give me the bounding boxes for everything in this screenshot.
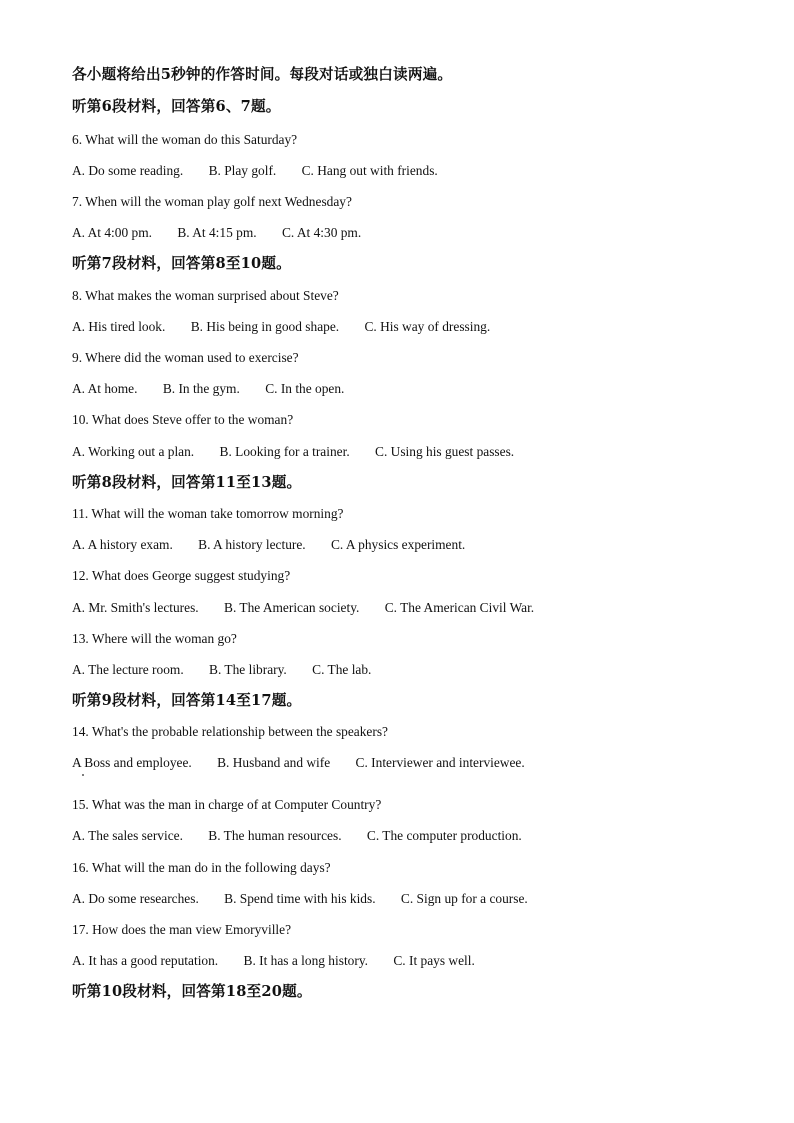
option-a: A. The lecture room. xyxy=(72,662,184,677)
option-c: C. The computer production. xyxy=(366,828,522,843)
question-text: 11. What will the woman take tomorrow morning? xyxy=(72,506,344,521)
question-text: 13. Where will the woman go? xyxy=(72,631,237,646)
option-b: B. In the gym. xyxy=(162,381,240,396)
option-b: B. His being in good shape. xyxy=(190,319,340,334)
answer-options xyxy=(72,952,475,970)
option-a: A. At 4:00 pm. xyxy=(72,225,152,240)
question-text: 14. What's the probable relationship between the speakers? xyxy=(72,724,388,739)
answer-options xyxy=(72,827,522,845)
question-text: 9. Where did the woman used to exercise? xyxy=(72,350,299,365)
question-text: 15. What was the man in charge of at Computer Country? xyxy=(72,797,382,812)
option-a: A. Mr. Smith's lectures. xyxy=(72,600,199,615)
question-text: 7. When will the woman play golf next Wednesday? xyxy=(72,194,352,209)
option-c: C. The lab. xyxy=(312,662,372,677)
option-a: A Boss and employee. xyxy=(72,755,192,770)
option-b: B. Spend time with his kids. xyxy=(224,891,376,906)
option-c: C. A physics experiment. xyxy=(331,537,466,552)
question-text: 10. What does Steve offer to the woman? xyxy=(72,412,294,427)
option-c: C. Interviewer and interviewee. xyxy=(355,755,525,770)
answer-options xyxy=(72,754,525,772)
question-text: 8. What makes the woman surprised about Steve? xyxy=(72,288,339,303)
section-heading: 听第9段材料，回答第14至17题。 xyxy=(72,692,302,709)
option-c: C. His way of dressing. xyxy=(364,319,491,334)
option-b: B. The human resources. xyxy=(208,828,342,843)
answer-options xyxy=(72,162,438,180)
option-a: A. Working out a plan. xyxy=(72,444,195,459)
option-a: A. A history exam. xyxy=(72,537,173,552)
option-b: B. Husband and wife xyxy=(217,755,331,770)
option-c: C. At 4:30 pm. xyxy=(281,225,362,240)
option-c: C. Sign up for a course. xyxy=(400,891,528,906)
answer-options xyxy=(72,224,361,242)
option-a: A. At home. xyxy=(72,381,138,396)
option-a: A. His tired look. xyxy=(72,319,166,334)
option-b: B. The American society. xyxy=(224,600,360,615)
answer-options xyxy=(72,318,490,336)
section-heading: 听第10段材料，回答第18至20题。 xyxy=(72,983,312,1000)
stray-mark xyxy=(82,774,84,776)
question-text: 6. What will the woman do this Saturday? xyxy=(72,132,298,147)
option-b: B. It has a long history. xyxy=(243,953,368,968)
option-b: B. A history lecture. xyxy=(198,537,306,552)
instruction-line: 各小题将给出5秒钟的作答时间。每段对话或独白读两遍。 xyxy=(72,66,453,83)
answer-options xyxy=(72,380,344,398)
question-text: 12. What does George suggest studying? xyxy=(72,568,291,583)
option-c: C. Hang out with friends. xyxy=(301,163,438,178)
option-b: B. Looking for a trainer. xyxy=(219,444,350,459)
option-c: C. The American Civil War. xyxy=(384,600,535,615)
option-b: B. Play golf. xyxy=(208,163,277,178)
answer-options xyxy=(72,890,528,908)
question-text: 16. What will the man do in the following days? xyxy=(72,860,331,875)
section-heading: 听第7段材料，回答第8至10题。 xyxy=(72,255,291,272)
option-c: C. In the open. xyxy=(265,381,345,396)
question-text: 17. How does the man view Emoryville? xyxy=(72,922,292,937)
section-heading: 听第8段材料，回答第11至13题。 xyxy=(72,474,302,491)
answer-options xyxy=(72,599,534,617)
answer-options xyxy=(72,661,371,679)
option-a: A. It has a good reputation. xyxy=(72,953,219,968)
option-a: A. Do some reading. xyxy=(72,163,184,178)
option-b: B. At 4:15 pm. xyxy=(177,225,257,240)
option-c: C. It pays well. xyxy=(393,953,475,968)
option-b: B. The library. xyxy=(209,662,287,677)
option-c: C. Using his guest passes. xyxy=(375,444,515,459)
option-a: A. The sales service. xyxy=(72,828,183,843)
option-a: A. Do some researches. xyxy=(72,891,199,906)
answer-options xyxy=(72,536,465,554)
answer-options xyxy=(72,443,514,461)
section-heading: 听第6段材料，回答第6、7题。 xyxy=(72,98,281,115)
